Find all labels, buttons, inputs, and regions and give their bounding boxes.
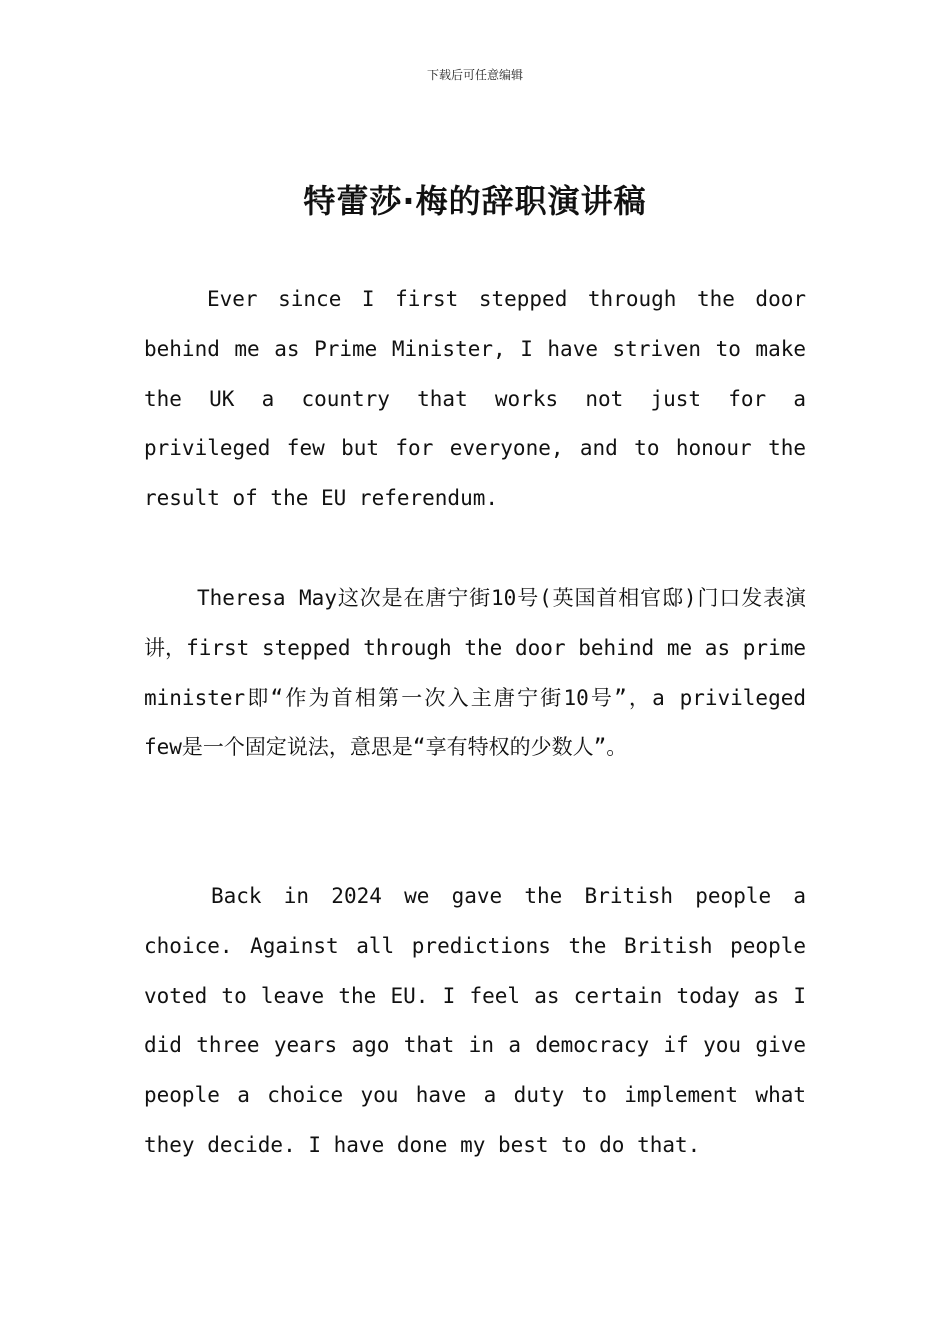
document-title: 特蕾莎·梅的辞职演讲稿: [303, 182, 647, 220]
paragraph-3-text: Back in 2024 we gave the British people a choice. Against all predictions the British people voted to leave the EU. I feel as certain today as I did three years ago that in a democracy if you give people a choice you have a duty to implement what they decide. I have done my best to do that.: [144, 884, 806, 1157]
paragraph-2: [144, 574, 806, 773]
paragraph-1-text: Ever since I first stepped through the door behind me as Prime Minister, I have striven to make the UK a country that works not just for a privileged few but for everyone, and to honour the result of the EU referendum.: [144, 287, 806, 511]
header-note: 下载后可任意编辑: [426, 68, 523, 82]
paragraph-1: [144, 275, 806, 524]
paragraph-3: [144, 872, 806, 1171]
paragraph-2-text: Theresa May这次是在唐宁街10号(英国首相官邸)门口发表演讲，first stepped through the door behind me as prime minister即“作为首相第一次入主唐宁街10号”，a privileged few是一个固定说法，意思是“享有特权的少数人”。: [144, 586, 806, 760]
